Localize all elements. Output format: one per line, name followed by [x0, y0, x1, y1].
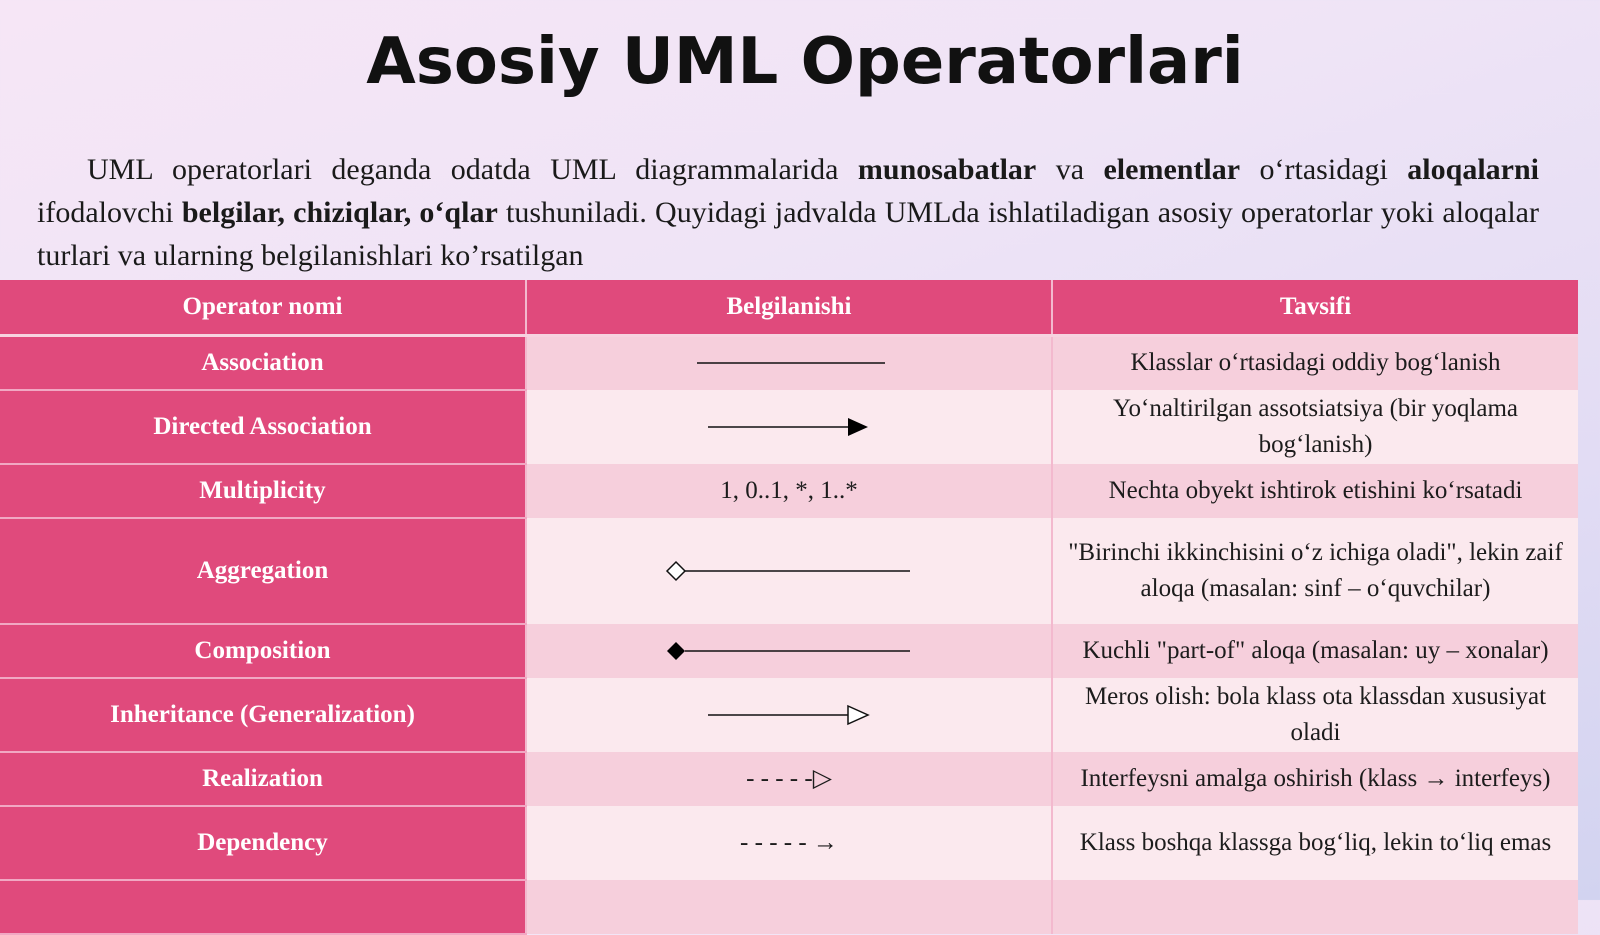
intro-text: ifodalovchi [37, 196, 182, 229]
operator-notation [526, 624, 1052, 678]
operator-name: Composition [0, 624, 526, 678]
operator-description: Interfeysni amalga oshirish (klass → interfeys) [1052, 752, 1578, 806]
table-row-dependency [0, 806, 1578, 880]
operator-name: Inheritance (Generalization) [0, 678, 526, 752]
intro-text: tushuniladi. Quyidagi jadvalda UMLda ishlatiladigan asosiy operatorlar yoki aloqalar turlari va ularning belgilanishlari ko’rsatilgan [37, 196, 1539, 272]
operator-description [1052, 880, 1578, 934]
header-description: Tavsifi [1052, 280, 1578, 336]
operator-notation [526, 518, 1052, 624]
operator-description: Klasslar o‘rtasidagi oddiy bog‘lanish [1052, 336, 1578, 390]
operator-notation: - - - - - → [526, 806, 1052, 880]
intro-bold-text: aloqalarni [1407, 153, 1539, 186]
intro-bold-text: elementlar [1103, 153, 1241, 186]
filled-diamond-line-icon [664, 639, 914, 663]
table-row-composition [0, 624, 1578, 678]
hollow-triangle-arrow-icon [704, 703, 874, 727]
operator-description: Kuchli "part-of" aloqa (masalan: uy – xonalar) [1052, 624, 1578, 678]
table-row-directed-association [0, 390, 1578, 464]
intro-text: va [1036, 153, 1104, 186]
operator-notation: 1, 0..1, *, 1..* [526, 464, 1052, 518]
operator-description: "Birinchi ikkinchisini o‘z ichiga oladi", lekin zaif aloqa (masalan: sinf – o‘quvchilar) [1052, 518, 1578, 624]
operator-notation [526, 336, 1052, 390]
intro-bold-text: belgilar, chiziqlar, o‘qlar [181, 196, 498, 229]
intro-text: UML operatorlari deganda odatda UML diagrammalarida [87, 153, 858, 186]
operator-notation: - - - - -▷ [526, 752, 1052, 806]
table-row-partial [0, 880, 1578, 934]
slide-title: Asosiy UML Operatorlari [366, 25, 1244, 99]
operator-description: Nechta obyekt ishtirok etishini ko‘rsatadi [1052, 464, 1578, 518]
table-header-row [0, 280, 1578, 336]
operator-notation [526, 678, 1052, 752]
header-operator-name: Operator nomi [0, 280, 526, 336]
table-row-realization [0, 752, 1578, 806]
operator-name: Directed Association [0, 390, 526, 464]
intro-text: o‘rtasidagi [1240, 153, 1408, 186]
intro-paragraph [37, 148, 1539, 277]
operator-notation [526, 880, 1052, 934]
operator-name: Aggregation [0, 518, 526, 624]
uml-operators-table-wrapper [0, 280, 1578, 920]
table-row-association [0, 336, 1578, 390]
operator-description: Yo‘naltirilgan assotsiatsiya (bir yoqlama bog‘lanish) [1052, 390, 1578, 464]
hollow-diamond-line-icon [664, 559, 914, 583]
operator-name: Realization [0, 752, 526, 806]
table-row-multiplicity [0, 464, 1578, 518]
solid-line-icon [689, 353, 889, 373]
operator-name: Multiplicity [0, 464, 526, 518]
operator-notation [526, 390, 1052, 464]
operator-description: Meros olish: bola klass ota klassdan xususiyat oladi [1052, 678, 1578, 752]
table-row-inheritance [0, 678, 1578, 752]
filled-arrow-icon [704, 415, 874, 439]
operator-description: Klass boshqa klassga bog‘liq, lekin to‘liq emas [1052, 806, 1578, 880]
operator-name: Dependency [0, 806, 526, 880]
header-notation: Belgilanishi [526, 280, 1052, 336]
table-row-aggregation [0, 518, 1578, 624]
operator-name: Association [0, 336, 526, 390]
operator-name [0, 880, 526, 934]
uml-operators-table [0, 280, 1578, 935]
intro-bold-text: munosabatlar [857, 153, 1037, 186]
